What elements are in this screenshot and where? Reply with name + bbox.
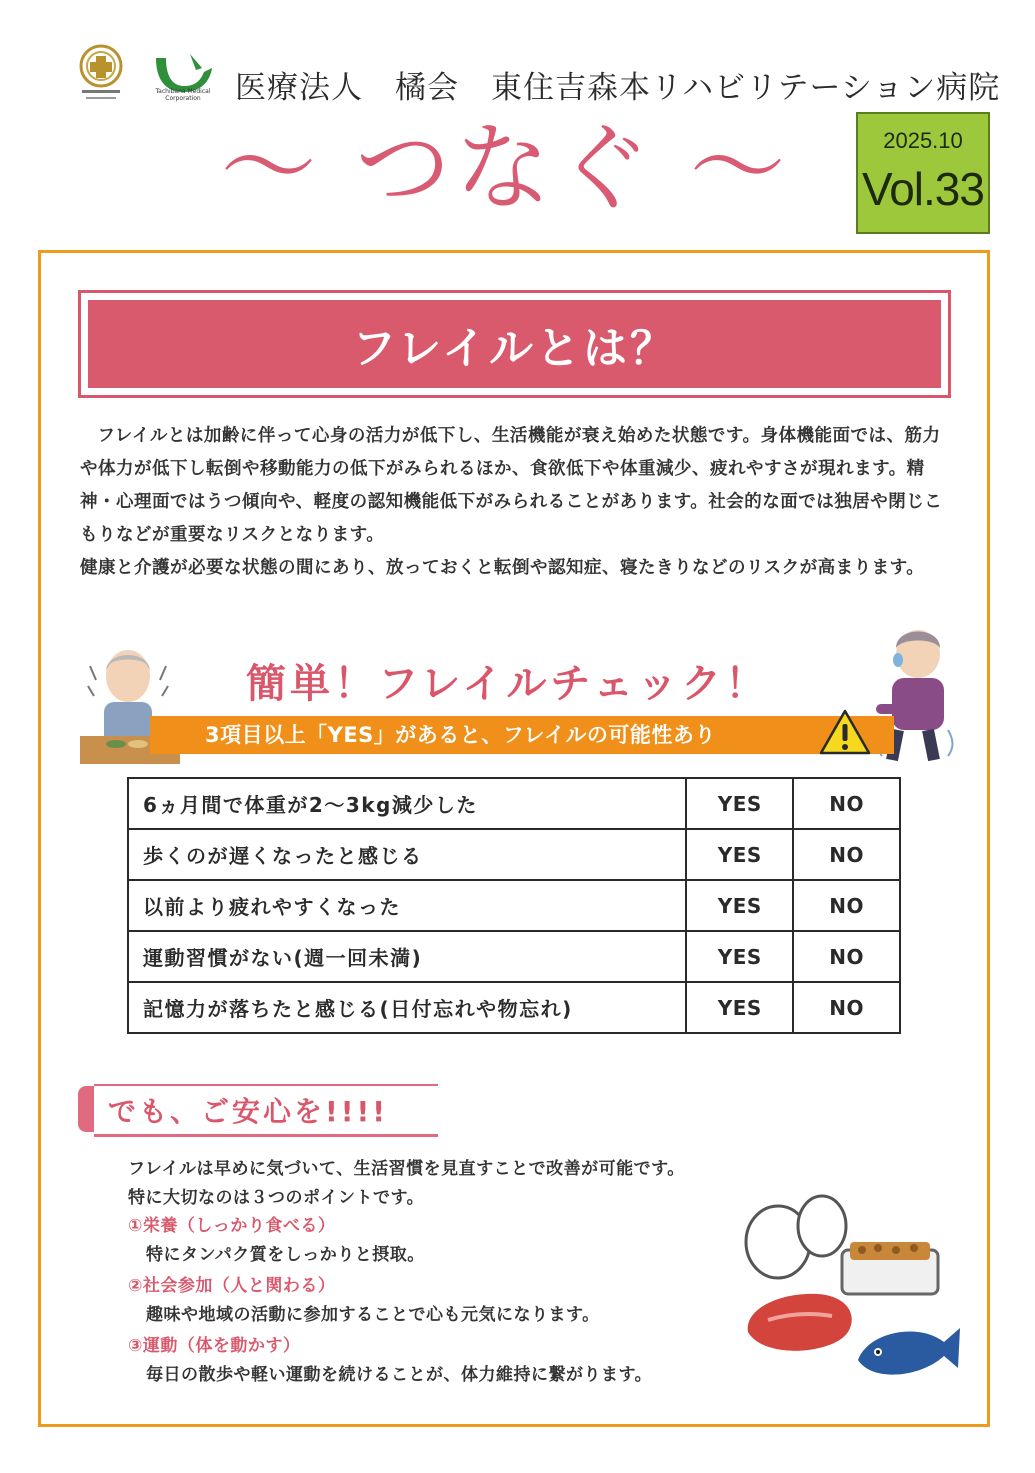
yes-option[interactable]: YES — [686, 829, 793, 880]
criteria-text: 3項目以上「YES」があると、フレイルの可能性あり — [205, 723, 716, 747]
relief-heading-accent — [78, 1086, 94, 1132]
check-question: 6ヵ月間で体重が2～3kg減少した — [128, 778, 686, 829]
hospital-name: 医療法人 橘会 東住吉森本リハビリテーション病院 — [235, 70, 1001, 106]
table-row — [128, 982, 900, 1033]
point-description: 毎日の散歩や軽い運動を続けることが、体力維持に繋がります。 — [146, 1365, 653, 1385]
no-option[interactable]: NO — [793, 880, 900, 931]
relief-heading-topline — [94, 1084, 438, 1086]
frailty-check-heading: 簡単！フレイルチェック！ — [246, 661, 770, 707]
check-question: 記憶力が落ちたと感じる(日付忘れや物忘れ) — [128, 982, 686, 1033]
point-title: ①栄養（しっかり食べる） — [128, 1216, 336, 1236]
article-title-banner — [78, 290, 951, 398]
relief-intro-line-2: 特に大切なのは３つのポイントです。 — [128, 1188, 425, 1208]
check-question: 運動習慣がない(週一回未満) — [128, 931, 686, 982]
list-item — [128, 1332, 828, 1390]
yes-option[interactable]: YES — [686, 931, 793, 982]
corp-caption: Tachibana Medical Corporation — [155, 88, 211, 102]
list-item — [128, 1272, 828, 1330]
relief-intro-line-1: フレイルは早めに気づいて、生活習慣を見直すことで改善が可能です。 — [128, 1159, 685, 1179]
no-option[interactable]: NO — [793, 778, 900, 829]
hospital-accreditation-logo — [78, 42, 124, 108]
point-description: 特にタンパク質をしっかりと摂取。 — [146, 1245, 425, 1265]
newsletter-title: ～ つなぐ ～ — [220, 112, 790, 224]
point-description: 趣味や地域の活動に参加することで心も元気になります。 — [146, 1305, 600, 1325]
table-row — [128, 931, 900, 982]
check-question: 以前より疲れやすくなった — [128, 880, 686, 931]
table-row — [128, 880, 900, 931]
list-item — [128, 1212, 828, 1270]
no-option[interactable]: NO — [793, 931, 900, 982]
yes-option[interactable]: YES — [686, 982, 793, 1033]
relief-heading: でも、ご安心を!!!! — [108, 1095, 389, 1128]
table-row — [128, 829, 900, 880]
article-paragraph-2: 健康と介護が必要な状態の間にあり、放っておくと転倒や認知症、寝たきりなどのリスクが高まります。 — [80, 558, 925, 578]
issue-badge — [856, 112, 990, 234]
volume-number: Vol.33 — [862, 163, 984, 215]
no-option[interactable]: NO — [793, 982, 900, 1033]
protein-food-illustration — [738, 1192, 968, 1392]
yes-option[interactable]: YES — [686, 880, 793, 931]
no-option[interactable]: NO — [793, 829, 900, 880]
key-points-list — [128, 1212, 828, 1392]
relief-heading-underline — [94, 1134, 438, 1137]
point-title: ②社会参加（人と関わる） — [128, 1276, 336, 1296]
table-row — [128, 778, 900, 829]
article-paragraph-1: フレイルとは加齢に伴って心身の活力が低下し、生活機能が衰え始めた状態です。身体機能面では、筋力や体力が低下し転倒や移動能力の低下がみられるほか、食欲低下や体重減少、疲れやすさが現れます。精神・心理面ではうつ傾向や、軽度の認知機能低下がみられることがあります。社会的な面では独居や閉じこもりなどが重要なリスクとなります。 — [80, 426, 943, 545]
check-question: 歩くのが遅くなったと感じる — [128, 829, 686, 880]
relief-intro — [128, 1155, 828, 1213]
article-body — [80, 420, 950, 585]
issue-date: 2025.10 — [883, 128, 963, 153]
frailty-check-table — [127, 777, 901, 1034]
article-title: フレイルとは？ — [351, 323, 678, 374]
point-title: ③運動（体を動かす） — [128, 1336, 301, 1356]
yes-option[interactable]: YES — [686, 778, 793, 829]
warning-icon — [818, 708, 872, 756]
